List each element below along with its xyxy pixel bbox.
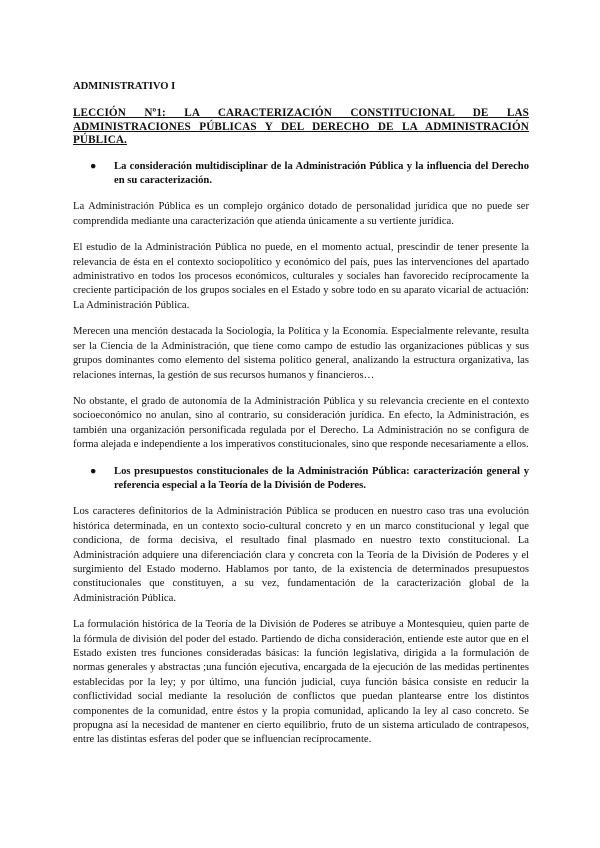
document-page [73, 80, 529, 760]
paragraph: Los caracteres definitorios de la Administración Pública se producen en nuestro caso tras una evolución histórica determinada, en un contexto socio-cultural concreto y en un marco constitucional y legal que condiciona, de forma decisiva, el resultado final plasmado en nuestro texto constitucional. La Administración adquiere una diferenciación clara y concreta con la Teoría de la División de Poderes y el surgimiento del Estado moderno. Hablamos por tanto, de la existencia de determinados presupuestos constitucionales que constituyen, a su vez, fundamentación de la caracterización global de la Administración Pública. [73, 506, 529, 604]
paragraph: Merecen una mención destacada la Sociología, la Política y la Economía. Especialmente relevante, resulta ser la Ciencia de la Administración, que tiene como campo de estudio las organizaciones públicas y sus grupos dominantes como elemento del sistema político general, analizando la estructura organizativa, las relaciones internas, la gestión de sus recursos humanos y financieros… [73, 326, 529, 381]
paragraph: La formulación histórica de la Teoría de la División de Poderes se atribuye a Montesquieu, quien parte de la fórmula de división del poder del estado. Partiendo de dicha consideración, entiende este autor que en el Estado existen tres funciones consideradas básicas: la función legislativa, dirigida a la formulación de normas generales y abstractas ;una función ejecutiva, encargada de la ejecución de las medidas pertinentes establecidas por la ley; y por último, una función judicial, cuya función básica consiste en reducir la conflictividad social mediante la resolución de conflictos que puedan plantearse entre los distintos componentes de la comunidad, entre éstos y la propia comunidad, aplicando la ley al caso concreto. Se propugna así la necesidad de mantener en cierto equilibrio, fruto de un sistema articulado de contrapesos, entre las distintas esferas del poder que se influencian recíprocamente. [73, 619, 529, 746]
section-heading-1 [73, 160, 529, 189]
section-heading-text: Los presupuestos constitucionales de la Administración Pública: caracterización general y referencia especial a la Teoría de la División de Poderes. [114, 465, 529, 491]
section-heading-2 [73, 465, 529, 494]
paragraph: El estudio de la Administración Pública no puede, en el momento actual, prescindir de tener presente la relevancia de ésta en el contexto sociopolítico y económico del país, pues las intervenciones del apartado administrativo en todos los procesos económicos, culturales y sociales han favorecido recíprocamente la creciente participación de los grupos sociales en el Estado y sobre todo en su aparato vicarial de actuación: La Administración Pública. [73, 242, 529, 311]
section-heading-text: La consideración multidisciplinar de la Administración Pública y la influencia del Derecho en su caracterización. [114, 160, 529, 187]
bullet-icon: ● [90, 465, 97, 477]
bullet-icon: ● [90, 160, 97, 172]
document-header: ADMINISTRATIVO I [73, 81, 176, 92]
lesson-title: LECCIÓN Nº1: LA CARACTERIZACIÓN CONSTITUCIONAL DE LAS ADMINISTRACIONES PÚBLICAS Y DEL DERECHO DE LA ADMINISTRACIÓN PÚBLICA. [73, 107, 529, 147]
paragraph: La Administración Pública es un complejo orgánico dotado de personalidad jurídica que no puede ser comprendida mediante una caracterización que atienda únicamente a su vertiente jurídica. [73, 201, 529, 227]
paragraph: No obstante, el grado de autonomía de la Administración Pública y su relevancia creciente en el contexto socioeconómico no anulan, sino al contrario, su consideración jurídica. En efecto, la Administración, es también una organización personificada regulada por el Derecho. La Administración no se configura de forma alejada e independiente a los imperativos constitucionales, sino que responde necesariamente a ellos. [73, 395, 529, 451]
